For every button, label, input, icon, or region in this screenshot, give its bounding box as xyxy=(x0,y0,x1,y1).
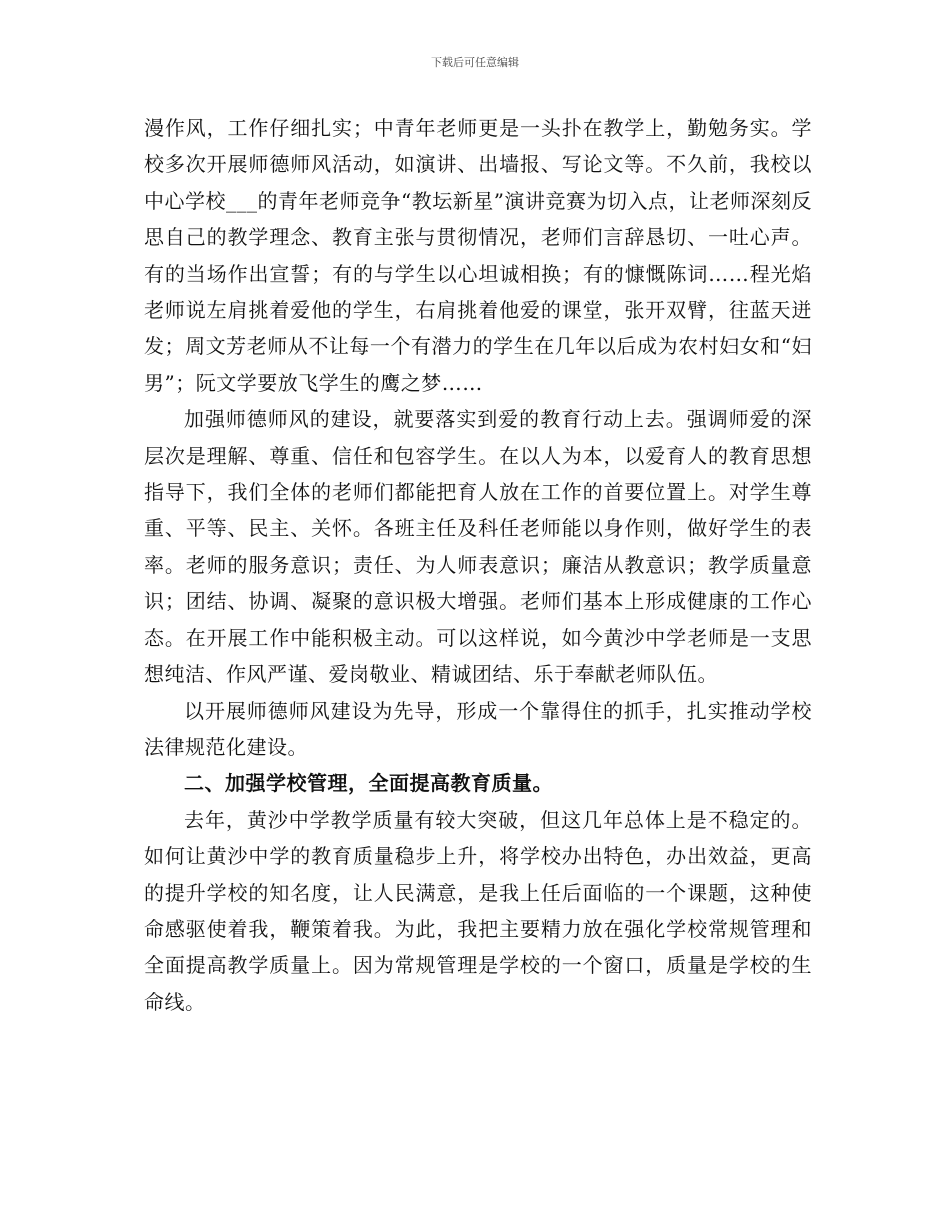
paragraph-continuation: 漫作风，工作仔细扎实；中青年老师更是一头扑在教学上，勤勉务实。学校多次开展师德师风活动，如演讲、出墙报、写论文等。不久前，我校以中心学校___的青年老师竞争“教坛新星”演讲竞赛为切入点，让老师深刻反思自己的教学理念、教育主张与贯彻情况，老师们言辞恳切、一吐心声。有的当场作出宣誓；有的与学生以心坦诚相换；有的慷慨陈词……程光焰老师说左肩挑着爱他的学生，右肩挑着他爱的课堂，张开双臂，往蓝天迸发；周文芳老师从不让每一个有潜力的学生在几年以后成为农村妇女和“妇男”；阮文学要放飞学生的鹰之梦…… xyxy=(144,116,812,395)
paragraph-ethics-building: 加强师德师风的建设，就要落实到爱的教育行动上去。强调师爱的深层次是理解、尊重、信任和包容学生。在以人为本，以爱育人的教育思想指导下，我们全体的老师们都能把育人放在工作的首要位置上。对学生尊重、平等、民主、关怀。各班主任及科任老师能以身作则，做好学生的表率。老师的服务意识；责任、为人师表意识；廉洁从教意识；教学质量意识；团结、协调、凝聚的意识极大增强。老师们基本上形成健康的工作心态。在开展工作中能积极主动。可以这样说，如今黄沙中学老师是一支思想纯洁、作风严谨、爱岗敬业、精诚团结、乐于奉献老师队伍。 xyxy=(144,407,812,687)
paragraph-guidance: 以开展师德师风建设为先导，形成一个靠得住的抓手，扎实推动学校法律规范化建设。 xyxy=(144,698,812,759)
paragraph-quality: 去年，黄沙中学教学质量有较大突破，但这几年总体上是不稳定的。如何让黄沙中学的教育质量稳步上升，将学校办出特色，办出效益，更高的提升学校的知名度，让人民满意，是我上任后面临的一个课题，这种使命感驱使着我，鞭策着我。为此，我把主要精力放在强化学校常规管理和全面提高教学质量上。因为常规管理是学校的一个窗口，质量是学校的生命线。 xyxy=(144,807,812,1014)
document-body xyxy=(144,110,812,1020)
header-note: 下载后可任意编辑 xyxy=(431,56,519,69)
section-heading: 二、加强学校管理，全面提高教育质量。 xyxy=(184,771,553,796)
